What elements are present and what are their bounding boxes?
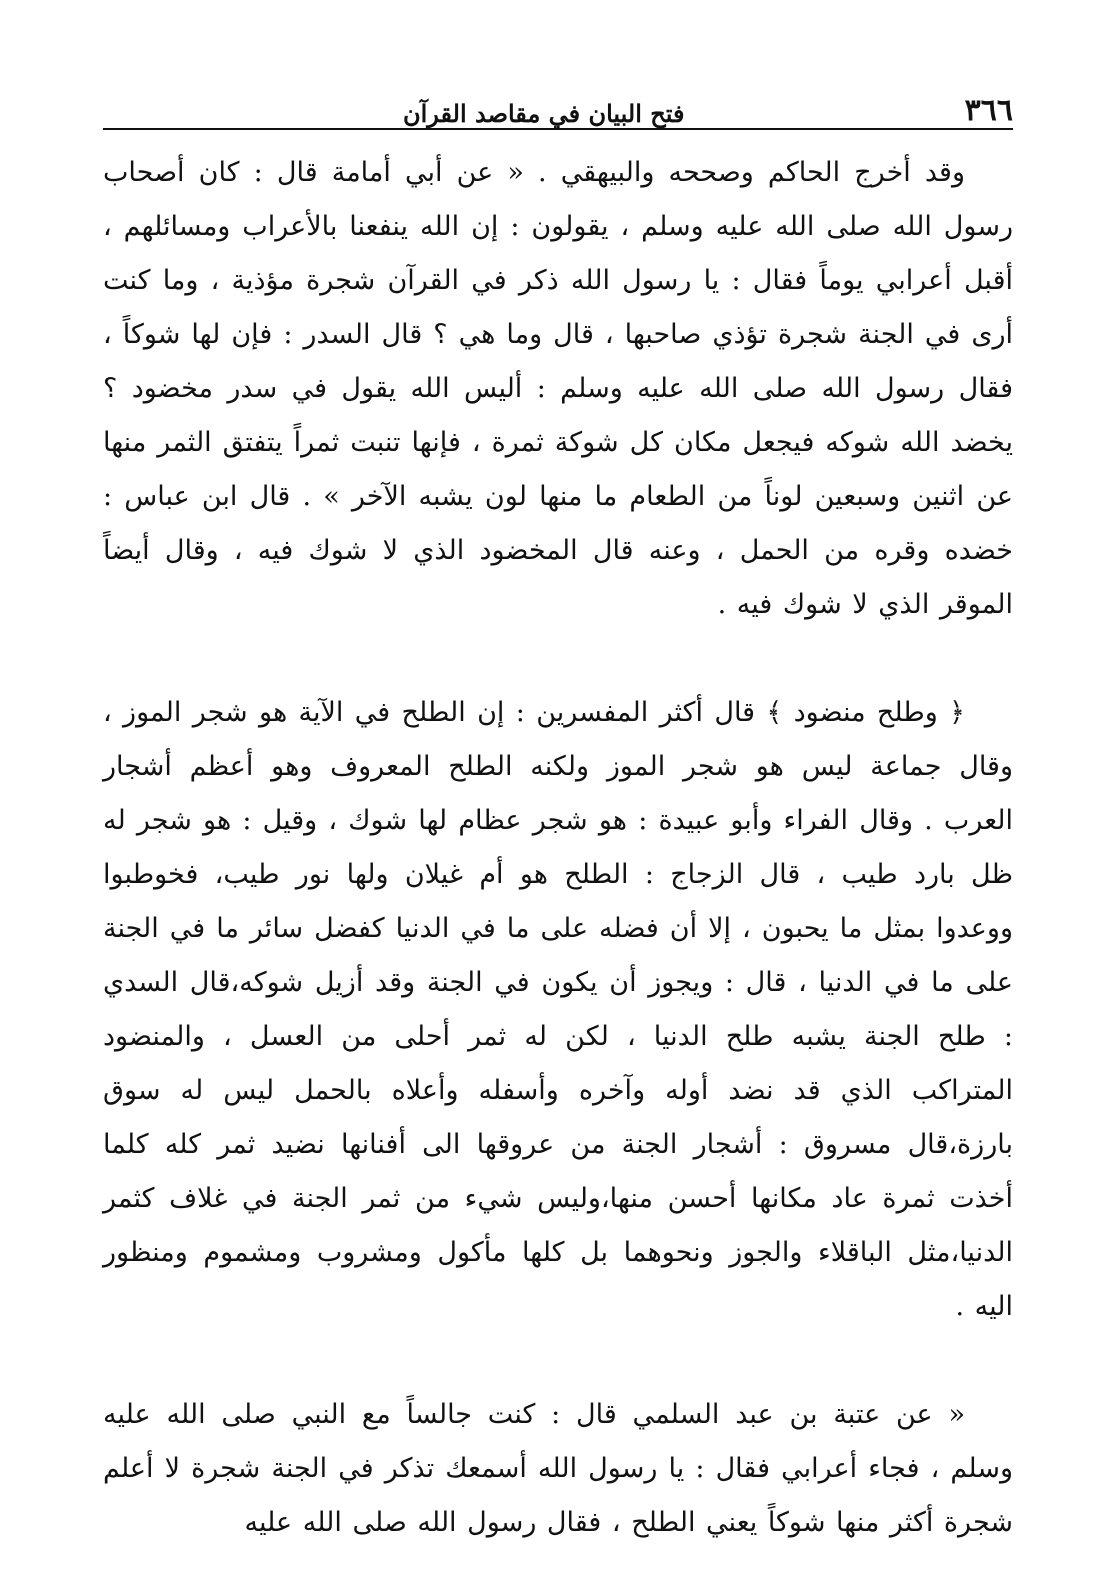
page-body (103, 146, 1013, 1550)
page-number: ٣٦٦ (964, 93, 1013, 128)
running-title: فتح البيان في مقاصد القرآن (403, 99, 685, 128)
paragraph-hadith-abu-umama: وقد أخرج الحاكم وصححه والبيهقي . « عن أبي أمامة قال : كان أصحاب رسول الله صلى الله عليه وسلم ، يقولون : إن الله ينفعنا بالأعراب ومسائلهم ، أقبل أعرابي يوماً فقال : يا رسول الله ذكر في القرآن شجرة مؤذية ، وما كنت أرى في الجنة شجرة تؤذي صاحبها ، قال وما هي ؟ قال السدر : فإن لها شوكاً ، فقال رسول الله صلى الله عليه وسلم : أليس الله يقول في سدر مخضود ؟ يخضد الله شوكه فيجعل مكان كل شوكة ثمرة ، فإنها تنبت ثمراً يتفتق الثمر منها عن اثنين وسبعين لوناً من الطعام ما منها لون يشبه الآخر » . قال ابن عباس : خضده وقره من الحمل ، وعنه قال المخضود الذي لا شوك فيه ، وقال أيضاً الموقر الذي لا شوك فيه . (103, 157, 1013, 620)
page-header (103, 82, 1013, 126)
paragraph-hadith-utba: « عن عتبة بن عبد السلمي قال : كنت جالساً مع النبي صلى الله عليه وسلم ، فجاء أعرابي فقال : يا رسول الله أسمعك تذكر في الجنة شجرة لا أعلم شجرة أكثر منها شوكاً يعني الطلح ، فقال رسول الله صلى الله عليه (103, 1399, 1013, 1538)
paragraph-spacer (103, 632, 1013, 686)
paragraph-spacer (103, 1334, 1013, 1388)
header-divider (103, 128, 1013, 130)
paragraph-talh-mandud: ﴿ وطلح منضود ﴾ قال أكثر المفسرين : إن الطلح في الآية هو شجر الموز ، وقال جماعة ليس هو شجر الموز ولكنه الطلح المعروف وهو أعظم أشجار العرب . وقال الفراء وأبو عبيدة : هو شجر عظام لها شوك ، وقيل : هو شجر له ظل بارد طيب ، قال الزجاج : الطلح هو أم غيلان ولها نور طيب، فخوطبوا ووعدوا بمثل ما يحبون ، إلا أن فضله على ما في الدنيا كفضل سائر ما في الجنة على ما في الدنيا ، قال : ويجوز أن يكون في الجنة وقد أزيل شوكه،قال السدي : طلح الجنة يشبه طلح الدنيا ، لكن له ثمر أحلى من العسل ، والمنضود المتراكب الذي قد نضد أوله وآخره وأسفله وأعلاه بالحمل ليس له سوق بارزة،قال مسروق : أشجار الجنة من عروقها الى أفنانها نضيد ثمر كله كلما أخذت ثمرة عاد مكانها أحسن منها،وليس شيء من ثمر الجنة في غلاف كثمر الدنيا،مثل الباقلاء والجوز ونحوهما بل كلها مأكول ومشروب ومشموم ومنظور اليه . (103, 697, 1013, 1322)
